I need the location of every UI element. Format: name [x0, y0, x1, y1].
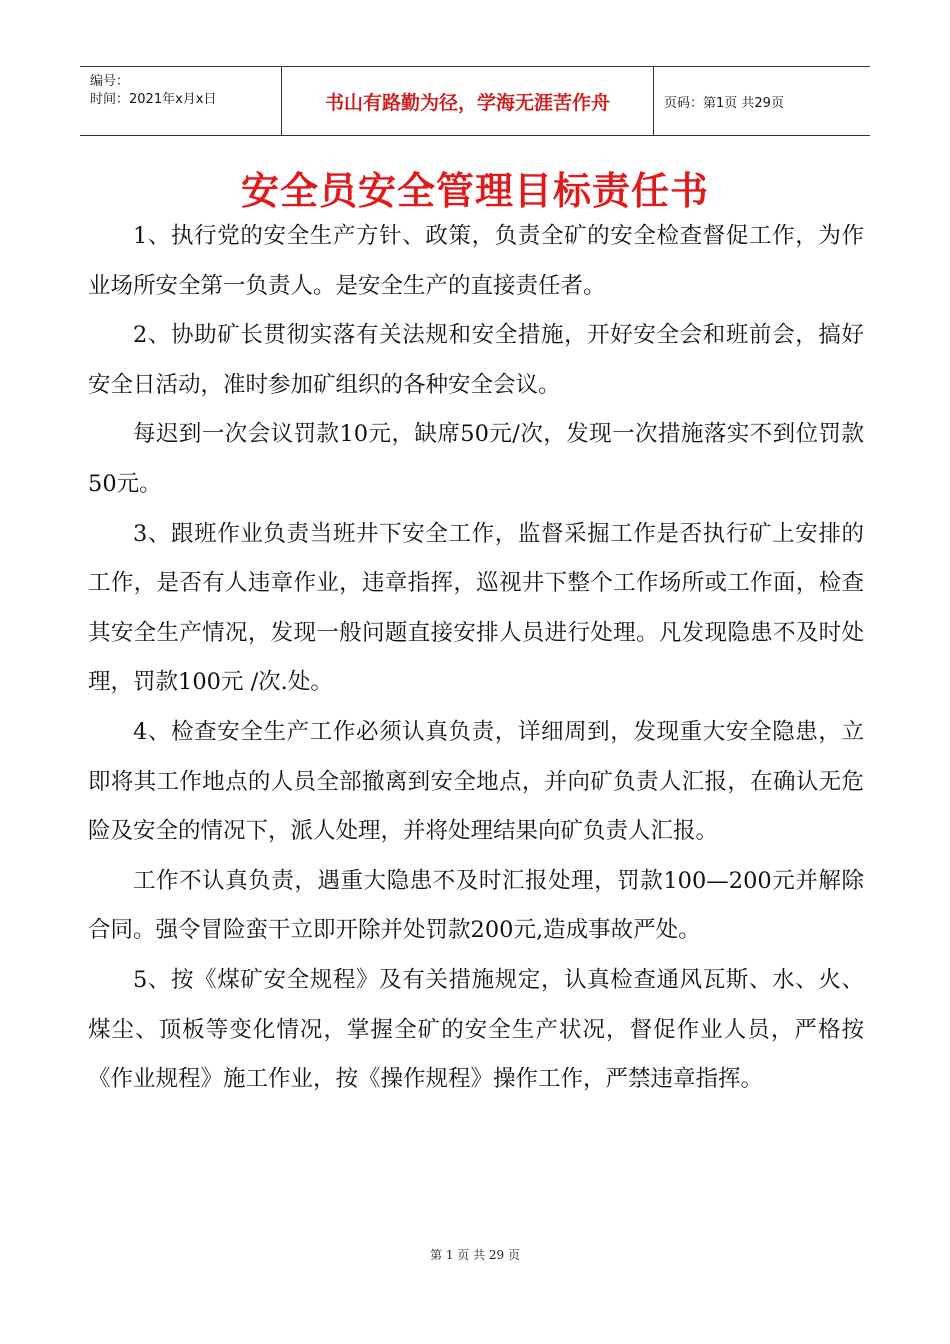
number-label: 编号： [90, 74, 130, 89]
header-meta-cell [80, 67, 282, 135]
time-label: 时间：2021年x月x日 [90, 92, 217, 107]
paragraph: 5、按《煤矿安全规程》及有关措施规定，认真检查通风瓦斯、水、火、煤尘、顶板等变化情况，掌握全矿的安全生产状况，督促作业人员，严格按《作业规程》施工作业，按《操作规程》操作工作，严禁违章指挥。 [88, 966, 864, 1093]
paragraph: 2、协助矿长贯彻实落有关法规和安全措施，开好安全会和班前会，搞好安全日活动，准时参加矿组织的各种安全会议。 [88, 322, 864, 398]
header-motto: 书山有路勤为径，学海无涯苦作舟 [282, 67, 654, 135]
document-title: 安全员安全管理目标责任书 [240, 168, 709, 213]
paragraph: 每迟到一次会议罚款10元，缺席50元/次，发现一次措施落实不到位罚款50元。 [88, 421, 864, 497]
document-body [88, 212, 864, 1105]
page-footer: 第 1 页 共 29 页 [430, 1248, 520, 1262]
paragraph: 1、执行党的安全生产方针、政策，负责全矿的安全检查督促工作，为作业场所安全第一负责人。是安全生产的直接责任者。 [88, 223, 864, 299]
paragraph: 4、检查安全生产工作必须认真负责，详细周到，发现重大安全隐患，立即将其工作地点的人员全部撤离到安全地点，并向矿负责人汇报，在确认无危险及安全的情况下，派人处理，并将处理结果向矿负责人汇报。 [88, 718, 864, 845]
paragraph: 工作不认真负责，遇重大隐患不及时汇报处理，罚款100—200元并解除合同。强令冒险蛮干立即开除并处罚款200元,造成事故严处。 [88, 867, 864, 944]
document-header [80, 66, 870, 136]
header-page-info: 页码：第1页 共29页 [664, 95, 784, 111]
paragraph: 3、跟班作业负责当班井下安全工作，监督采掘工作是否执行矿上安排的工作，是否有人违章作业，违章指挥，巡视井下整个工作场所或工作面，检查其安全生产情况，发现一般问题直接安排人员进行处理。凡发现隐患不及时处理，罚款100元 /次.处。 [88, 520, 864, 696]
